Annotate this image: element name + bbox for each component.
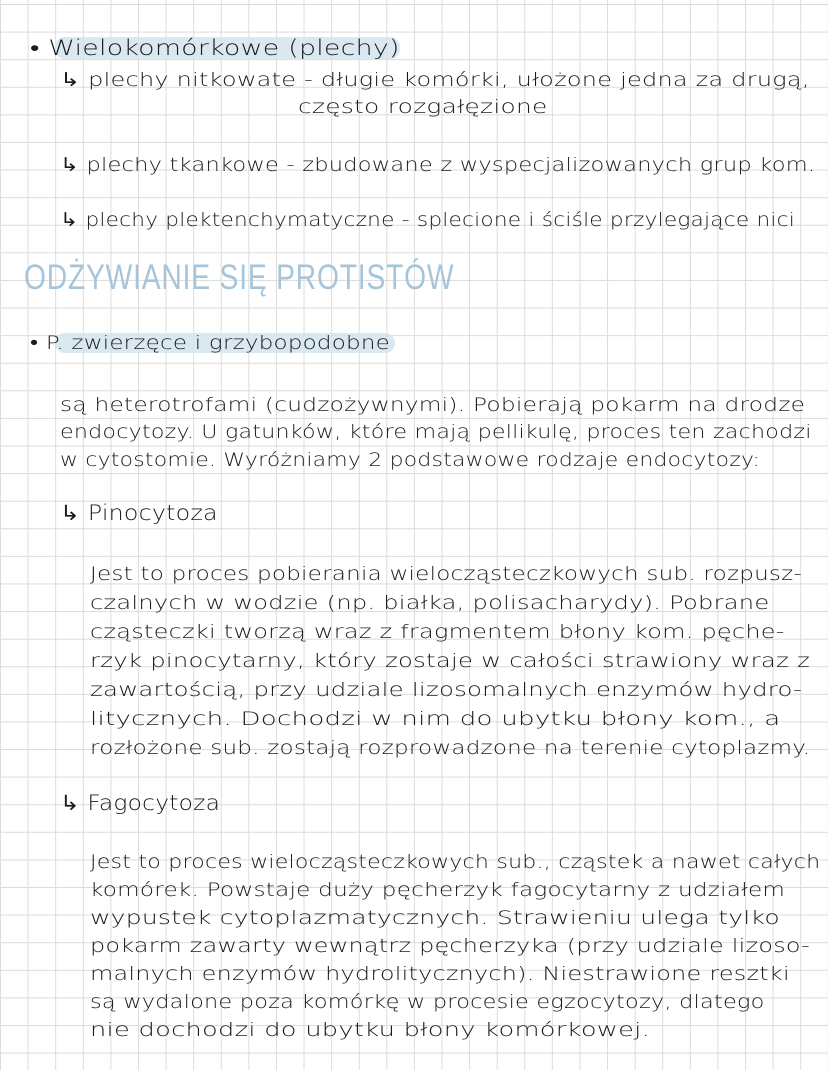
paragraph-line: cząsteczki tworzą wraz z fragmentem błony kom. pęche- — [90, 621, 785, 643]
paragraph-line: zawartością, przy udziale lizosomalnych enzymów hydro- — [90, 679, 803, 701]
paragraph-line: malnych enzymów hydrolitycznych). Niestrawione resztki — [90, 963, 790, 985]
list-item: ↳ plechy tkankowe - zbudowane z wyspecjalizowanych grup kom. — [60, 154, 816, 176]
paragraph-line: w cytostomie. Wyróżniamy 2 podstawowe rodzaje endocytozy: — [60, 449, 761, 471]
section-title: • P. zwierzęce i grzybopodobne — [30, 332, 390, 354]
paragraph-line: wypustek cytoplazmatycznych. Strawieniu ulega tylko — [90, 907, 780, 929]
paragraph-line: są wydalone poza komórkę w procesie egzocytozy, dlatego — [90, 991, 765, 1013]
section-title: • Wielokomórkowe (plechy) — [30, 36, 400, 60]
paragraph-line: czalnych w wodzie (np. białka, polisacharydy). Pobrane — [90, 592, 770, 614]
list-item: ↳ plechy plektenchymatyczne - splecione i ściśle przylegające nici — [60, 209, 795, 231]
paragraph-line: komórek. Powstaje duży pęcherzyk fagocytarny z udziałem — [90, 879, 786, 901]
list-item: ↳ plechy nitkowate - długie komórki, ułożone jedna za drugą, — [60, 69, 810, 91]
paragraph-line: endocytozy. U gatunków, które mają pellikulę, proces ten zachodzi — [60, 421, 812, 443]
paragraph-line: Jest to proces wielocząsteczkowych sub., cząstek a nawet całych — [90, 851, 821, 873]
list-item-continuation: często rozgałęzione — [298, 96, 548, 118]
paragraph-line: rozłożone sub. zostają rozprowadzone na terenie cytoplazmy. — [90, 737, 811, 759]
paragraph-line: są heterotrofami (cudzożywnymi). Pobierają pokarm na drodze — [60, 394, 806, 416]
paragraph-line: Jest to proces pobierania wielocząsteczkowych sub. rozpusz- — [90, 563, 803, 585]
paragraph-line: rzyk pinocytarny, który zostaje w całości strawiony wraz z — [90, 650, 810, 672]
subsection-title: ↳ Pinocytoza — [60, 501, 218, 525]
section-heading: ODŻYWIANIE SIĘ PROTISTÓW — [24, 258, 455, 297]
paragraph-line: pokarm zawarty wewnątrz pęcherzyka (przy udziale lizoso- — [90, 935, 811, 957]
paragraph-line: litycznych. Dochodzi w nim do ubytku błony kom., a — [90, 708, 781, 730]
subsection-title: ↳ Fagocytoza — [60, 791, 221, 815]
paragraph-line: nie dochodzi do ubytku błony komórkowej. — [90, 1019, 651, 1041]
